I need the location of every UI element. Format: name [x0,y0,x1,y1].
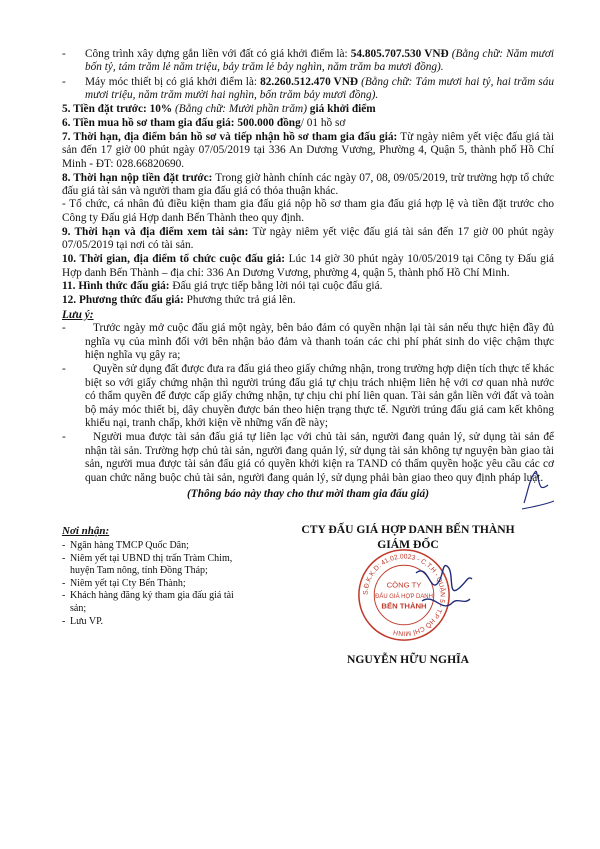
note-title: Lưu ý: [62,308,94,321]
svg-text:CÔNG TY: CÔNG TY [386,580,422,590]
section-10-auction-time-place: 10. Thời gian, địa điểm tổ chức cuộc đấu giá: Lúc 14 giờ 30 phút ngày 10/05/2019 tại Công ty Đấu giá Hợp danh Bến Thành – địa chỉ: 336 An Dương Vương, phường 4, quận 5, thành phố Hồ Chí Minh. [62,253,554,279]
recipient-item: - Niêm yết tại Cty Bến Thành; [62,577,186,589]
recipients-title: Nơi nhận: [62,525,110,538]
section-8-note: - Tổ chức, cá nhân đủ điều kiện tham gia đấu giá nộp hồ sơ tham gia đấu giá hợp lệ và tiền đặt trước cho Công ty Đấu giá Hợp danh Bến Thành theo quy định. [62,198,554,224]
svg-text:BẾN THÀNH: BẾN THÀNH [381,601,427,611]
signer-name: NGUYỄN HỮU NGHĨA [347,653,469,667]
footer [62,509,554,679]
signer-role: GIÁM ĐỐC [377,537,439,551]
recipients-block [62,525,242,628]
seal-ring-text: S.Đ.K.K.D: 41.02.0023 - C.T.H - QUẬN 5 - T.P HỒ CHÍ MINH [362,553,446,637]
document-body [62,48,554,679]
section-5-deposit: 5. Tiền đặt trước: 10% (Bằng chữ: Mười phần trăm) giá khởi điểm [62,103,376,116]
recipient-item: - Lưu VP. [62,615,104,627]
svg-text:ĐẤU GIÁ HỢP DANH: ĐẤU GIÁ HỢP DANH [375,594,433,601]
price-item-construction: - Công trình xây dựng gắn liền với đất có giá khởi điểm là: 54.805.707.530 VNĐ (Bằng chữ: Năm mươi bốn tỷ, tám trăm lẻ năm triệu, bảy trăm lẻ bảy nghìn, năm trăm ba mươi đồng). [62,48,554,74]
section-8-deposit-deadline: 8. Thời hạn nộp tiền đặt trước: Trong giờ hành chính các ngày 07, 08, 09/05/2019, trừ trường hợp tổ chức đấu giá tài sản và người tham gia đấu giá có thỏa thuận khác. [62,171,554,198]
note-item: - Quyền sử dụng đất được đưa ra đấu giá theo giấy chứng nhận, trong trường hợp diện tích thực tế khác biệt so với giấy chứng nhận thì người trúng đấu giá tự chịu trách nhiệm liên hệ với cơ quan nhà nước có thẩm quyền để được cấp giấy chứng nhận, tự chịu chi phí liên quan. Tài sản gắn liền với đất và toàn bộ máy móc thiết bị, dây chuyền được bán theo hiện trạng thực tế. Người trúng đấu giá cam kết không khiếu nại, tranh chấp, khởi kiện về những vấn đề này; [62,363,554,429]
section-11-auction-form: 11. Hình thức đấu giá: Đấu giá trực tiếp bằng lời nói tại cuộc đấu giá. [62,280,383,293]
list-dash: - [62,322,66,335]
recipient-item: - Niêm yết tại UBND thị trấn Tràm Chim, huyện Tam nông, tỉnh Đồng Tháp; [62,552,233,577]
closing-note: (Thông báo này thay cho thư mời tham gia đấu giá) [187,488,429,500]
list-dash: - [62,431,66,444]
price-item-machinery: - Máy móc thiết bị có giá khởi điểm là: 82.260.512.470 VNĐ (Bằng chữ: Tám mươi hai tỷ, hai trăm sáu mươi triệu, năm trăm mười hai nghìn, bốn trăm bảy mươi đồng). [62,75,555,102]
section-12-auction-method: 12. Phương thức đấu giá: Phương thức trả giá lên. [62,294,296,307]
section-6-dossier-fee: 6. Tiền mua hồ sơ tham gia đấu giá: 500.000 đồng/ 01 hồ sơ [62,117,346,130]
list-dash: - [62,363,66,376]
note-item: - Người mua được tài sản đấu giá tự liên lạc với chủ tài sản, người đang quản lý, sử dụng tài sản để nhận tài sản. Trường hợp chủ tài sản, người đang quản lý, sử dụng tài sản không tự nguyện bàn giao tài sản, người mua được tài sản đấu giá có quyền khởi kiện ra TAND có thẩm quyền hoặc yêu cầu các cơ quan chức năng buộc chủ tài sản, người đang quản lý, sử dụng phải bàn giao theo quy định pháp luật. [62,431,554,484]
list-dash: - [62,48,66,60]
initials-mark-icon [518,463,558,513]
handwritten-signature-icon [408,553,478,623]
section-7-dossier-sale: 7. Thời hạn, địa điểm bán hồ sơ và tiếp nhận hồ sơ tham gia đấu giá: Từ ngày niêm yết việc đấu giá tài sản đến 17 giờ 00 phút ngày 07/05/2019 tại 336 An Dương Vương, Phường 4, Quận 5, thành phố Hồ Chí Minh - ĐT: 028.66820690. [62,130,554,170]
signer-organization: CTY ĐẤU GIÁ HỢP DANH BẾN THÀNH [301,523,515,537]
note-item: - Trước ngày mở cuộc đấu giá một ngày, bên bảo đảm có quyền nhận lại tài sản nếu thực hiện đầy đủ nghĩa vụ của mình đối với bên nhận bảo đảm và thanh toán các chi phí phát sinh do việc chậm thực hiện nghĩa vụ gây ra; [62,322,554,361]
recipient-item: - Khách hàng đăng ký tham gia đấu giá tài sản; [62,590,234,614]
signature-block [258,523,558,667]
recipient-item: - Ngân hàng TMCP Quốc Dân; [62,540,189,551]
section-9-viewing: 9. Thời hạn và địa điểm xem tài sản: Từ ngày niêm yết việc đấu giá tài sản đến 17 giờ 00 phút ngày 07/05/2019 tại nơi có tài sản. [62,225,554,252]
list-dash: - [62,75,66,88]
